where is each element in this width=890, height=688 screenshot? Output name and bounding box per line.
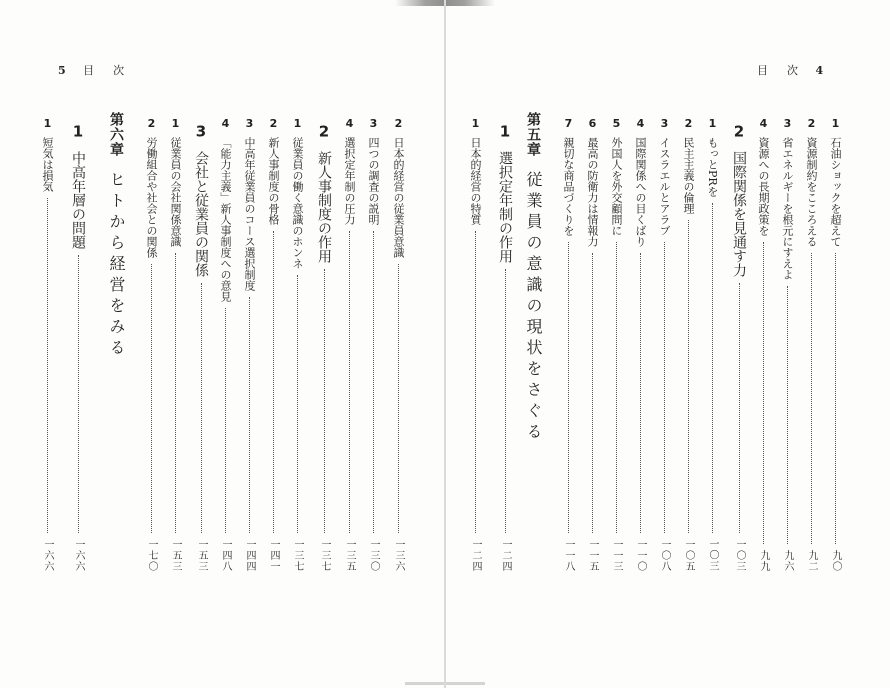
dot-leader	[175, 253, 176, 533]
page-ref: 一〇三	[707, 538, 718, 572]
chapter-heading	[108, 112, 124, 360]
entry-title: 日本的経営の従業員意識	[392, 137, 405, 258]
chapter-heading	[525, 112, 541, 444]
dot-leader	[763, 242, 764, 544]
entry-number: 6	[588, 118, 597, 129]
entry-title: 「能力主義」新人事制度への意見	[219, 137, 232, 302]
subsection-entry	[782, 118, 793, 572]
entry-title: 石油ショックを超えて	[829, 137, 842, 247]
subsection-entry	[42, 118, 53, 572]
dot-leader	[739, 283, 740, 533]
page-ref: 一〇八	[659, 539, 670, 572]
subsection-entry	[659, 118, 670, 572]
subsection-entry	[635, 118, 646, 572]
entry-number: 2	[807, 118, 816, 129]
dot-leader	[835, 253, 836, 544]
section-entry	[497, 124, 512, 572]
right-page	[445, 0, 890, 688]
dot-leader	[568, 242, 569, 533]
dot-leader	[664, 242, 665, 533]
chapter-title: ヒトから経営をみる	[107, 171, 126, 360]
entry-number: 3	[369, 118, 378, 129]
dot-leader	[201, 283, 202, 533]
right-page-number: 4	[815, 64, 824, 77]
dot-leader	[811, 253, 812, 544]
dot-leader	[616, 242, 617, 533]
entry-title: 国際関係を見通す力	[731, 151, 747, 277]
subsection-entry	[611, 118, 622, 572]
subsection-entry	[268, 118, 279, 572]
entry-number: 2	[394, 118, 403, 129]
dot-leader	[373, 231, 374, 533]
entry-title: 日本的経営の特質	[469, 137, 482, 225]
subsection-entry	[758, 118, 769, 572]
page-ref: 一五三	[170, 539, 181, 572]
entry-title: 短気は損気	[41, 137, 54, 192]
section-entry	[193, 124, 208, 572]
subsection-entry	[470, 118, 481, 572]
subsection-entry	[220, 118, 231, 572]
page-ref: 一一五	[587, 539, 598, 572]
entry-number: 5	[612, 118, 621, 129]
page-ref: 一一〇	[635, 539, 646, 572]
dot-leader	[297, 275, 298, 533]
chapter-title: 従業員の意識の現状をさぐる	[524, 171, 543, 444]
subsection-entry	[344, 118, 355, 572]
page-ref: 一三六	[393, 539, 404, 572]
subsection-entry	[146, 118, 157, 572]
entry-number: 2	[318, 124, 330, 139]
page-ref: 九九	[758, 550, 769, 572]
page-ref: 九六	[782, 550, 793, 572]
page-ref: 一四四	[244, 539, 255, 572]
entry-title: 親切な商品づくりを	[562, 137, 575, 236]
left-running-head	[58, 62, 128, 78]
left-head-title: 目 次	[83, 64, 129, 77]
entry-number: 7	[564, 118, 573, 129]
entry-number: 4	[221, 118, 230, 129]
entry-title: 中高年従業員のコース選択制度	[243, 137, 256, 291]
entry-title: 会社と従業員の関係	[193, 151, 209, 277]
section-entry	[70, 124, 85, 572]
entry-title: 資源制約をこころえる	[805, 137, 818, 247]
dot-leader	[640, 253, 641, 533]
dot-leader	[475, 231, 476, 533]
entry-title: イスラエルとアラブ	[658, 137, 671, 236]
entry-title: 省エネルギーを根元にすえよ	[781, 137, 794, 280]
entry-number: 2	[733, 124, 745, 139]
entry-title: 労働組合や社会との関係	[145, 137, 158, 258]
page-ref: 一二四	[500, 539, 511, 572]
entry-number: 1	[43, 118, 52, 129]
page-ref: 一六六	[73, 539, 84, 572]
page-ref: 一六六	[42, 539, 53, 572]
subsection-entry	[707, 118, 718, 572]
dot-leader	[78, 255, 79, 533]
page-ref: 一三七	[319, 539, 330, 572]
entry-title: もっとPRを	[706, 137, 719, 197]
entry-number: 3	[660, 118, 669, 129]
entry-number: 1	[171, 118, 180, 129]
dot-leader	[249, 297, 250, 533]
entry-number: 3	[195, 124, 207, 139]
entry-title: 選択定年制の作用	[497, 151, 513, 263]
dot-leader	[712, 203, 713, 533]
subsection-entry	[292, 118, 303, 572]
entry-number: 4	[345, 118, 354, 129]
entry-number: 2	[147, 118, 156, 129]
entry-title: 国際関係への目くばり	[634, 137, 647, 247]
subsection-entry	[587, 118, 598, 572]
page-ref: 一一八	[563, 539, 574, 572]
page-ref: 一四八	[220, 539, 231, 572]
dot-leader	[398, 264, 399, 533]
entry-number: 3	[783, 118, 792, 129]
subsection-entry	[170, 118, 181, 572]
entry-number: 2	[269, 118, 278, 129]
entry-number: 1	[831, 118, 840, 129]
entry-title: 民主主義の倫理	[682, 137, 695, 214]
subsection-entry	[683, 118, 694, 572]
subsection-entry	[806, 118, 817, 572]
section-entry	[731, 124, 746, 572]
dot-leader	[324, 269, 325, 533]
dot-leader	[349, 231, 350, 533]
entry-number: 1	[293, 118, 302, 129]
left-page-number: 5	[58, 64, 66, 77]
entry-title: 四つの調査の説明	[367, 137, 380, 225]
entry-number: 4	[636, 118, 645, 129]
entry-title: 資源への長期政策を	[757, 137, 770, 236]
entry-number: 1	[72, 124, 84, 139]
page-ref: 一〇五	[683, 539, 694, 572]
right-head-title: 目 次	[757, 64, 802, 77]
page-ref: 一三五	[344, 539, 355, 572]
page-ref: 一二四	[470, 539, 481, 572]
dot-leader	[592, 253, 593, 533]
entry-number: 4	[759, 118, 768, 129]
chapter-label: 第六章	[108, 112, 124, 157]
entry-title: 中高年層の問題	[70, 151, 86, 249]
right-running-head	[757, 62, 823, 78]
page-ref: 一三〇	[368, 539, 379, 572]
subsection-entry	[563, 118, 574, 572]
entry-number: 1	[471, 118, 480, 129]
entry-title: 選択定年制の圧力	[343, 137, 356, 225]
subsection-entry	[393, 118, 404, 572]
page-ref: 一五三	[196, 539, 207, 572]
entry-number: 1	[708, 118, 717, 129]
page-ref: 一一三	[611, 539, 622, 572]
entry-number: 1	[499, 124, 511, 139]
entry-title: 新人事制度の骨格	[267, 137, 280, 225]
dot-leader	[47, 198, 48, 533]
chapter-label: 第五章	[525, 112, 541, 157]
page-ref: 一七〇	[146, 539, 157, 572]
page-ref: 一〇三	[734, 539, 745, 572]
subsection-entry	[368, 118, 379, 572]
entry-title: 従業員の働く意識のホンネ	[291, 137, 304, 269]
entry-number: 2	[684, 118, 693, 129]
dot-leader	[151, 264, 152, 533]
entry-number: 3	[245, 118, 254, 129]
entry-title: 最高の防衛力は情報力	[586, 137, 599, 247]
page-ref: 一四一	[268, 539, 279, 572]
subsection-entry	[244, 118, 255, 572]
entry-title: 従業員の会社関係意識	[169, 137, 182, 247]
page-ref: 九二	[806, 550, 817, 572]
subsection-entry	[830, 118, 841, 572]
dot-leader	[688, 220, 689, 533]
section-entry	[316, 124, 331, 572]
dot-leader	[225, 308, 226, 533]
dot-leader	[787, 286, 788, 544]
dot-leader	[505, 269, 506, 533]
page-ref: 九〇	[830, 550, 841, 572]
entry-title: 新人事制度の作用	[316, 151, 332, 263]
entry-title: 外国人を外交顧問に	[610, 137, 623, 236]
page-ref: 一三七	[292, 539, 303, 572]
dot-leader	[273, 231, 274, 533]
